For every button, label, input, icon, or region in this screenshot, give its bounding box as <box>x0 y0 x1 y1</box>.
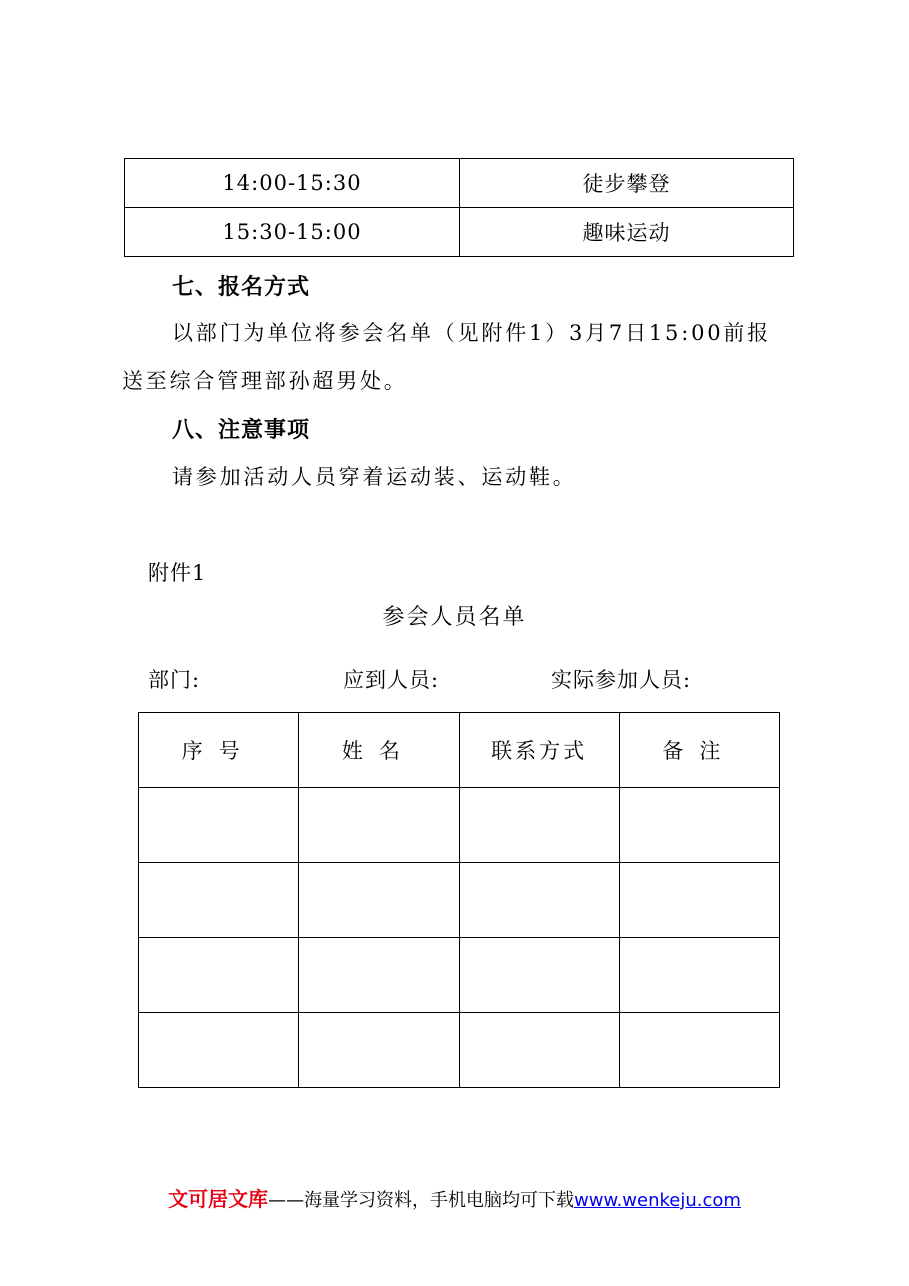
table-row <box>139 1013 780 1088</box>
table-cell <box>619 1013 779 1088</box>
attachment-label: 附件1 <box>148 561 207 585</box>
table-row <box>125 159 794 208</box>
schedule-activity: 趣味运动 <box>460 208 794 257</box>
header-contact: 联系方式 <box>459 713 619 788</box>
footer-banner <box>0 1183 909 1212</box>
table-cell <box>139 863 299 938</box>
table-cell <box>619 788 779 863</box>
header-seq: 序号 <box>139 713 299 788</box>
header-remarks: 备注 <box>619 713 779 788</box>
table-cell <box>299 938 459 1013</box>
table-cell <box>459 863 619 938</box>
table-row <box>139 788 780 863</box>
section7-line1: 以部门为单位将参会名单（见附件1）3月7日15:00前报 <box>172 321 771 345</box>
table-cell <box>619 863 779 938</box>
department-field-label: 部门: <box>148 668 201 692</box>
schedule-time: 14:00-15:30 <box>125 159 460 208</box>
table-cell <box>299 1013 459 1088</box>
table-cell <box>459 938 619 1013</box>
header-name: 姓名 <box>299 713 459 788</box>
actual-count-label: 实际参加人员: <box>551 668 692 692</box>
footer-brand: 文可居文库 <box>168 1187 269 1211</box>
section7-heading: 七、报名方式 <box>172 275 311 300</box>
table-cell <box>459 788 619 863</box>
schedule-activity: 徒步攀登 <box>460 159 794 208</box>
footer-link[interactable]: www.wenkeju.com <box>574 1190 741 1211</box>
table-row <box>139 938 780 1013</box>
section7-line2: 送至综合管理部孙超男处。 <box>122 369 408 393</box>
expected-count-label: 应到人员: <box>343 668 440 692</box>
table-header-row <box>139 713 780 788</box>
roster-table <box>138 712 780 1088</box>
section8-heading: 八、注意事项 <box>172 418 311 443</box>
table-cell <box>459 1013 619 1088</box>
table-cell <box>299 788 459 863</box>
schedule-table <box>124 158 794 257</box>
table-row <box>139 863 780 938</box>
table-cell <box>139 788 299 863</box>
schedule-time: 15:30-15:00 <box>125 208 460 257</box>
table-row <box>125 208 794 257</box>
table-cell <box>139 1013 299 1088</box>
section8-text: 请参加活动人员穿着运动装、运动鞋。 <box>172 465 577 489</box>
table-cell <box>139 938 299 1013</box>
table-cell <box>299 863 459 938</box>
footer-slogan: ——海量学习资料，手机电脑均可下载 <box>268 1190 575 1211</box>
roster-title: 参会人员名单 <box>382 605 527 630</box>
table-cell <box>619 938 779 1013</box>
